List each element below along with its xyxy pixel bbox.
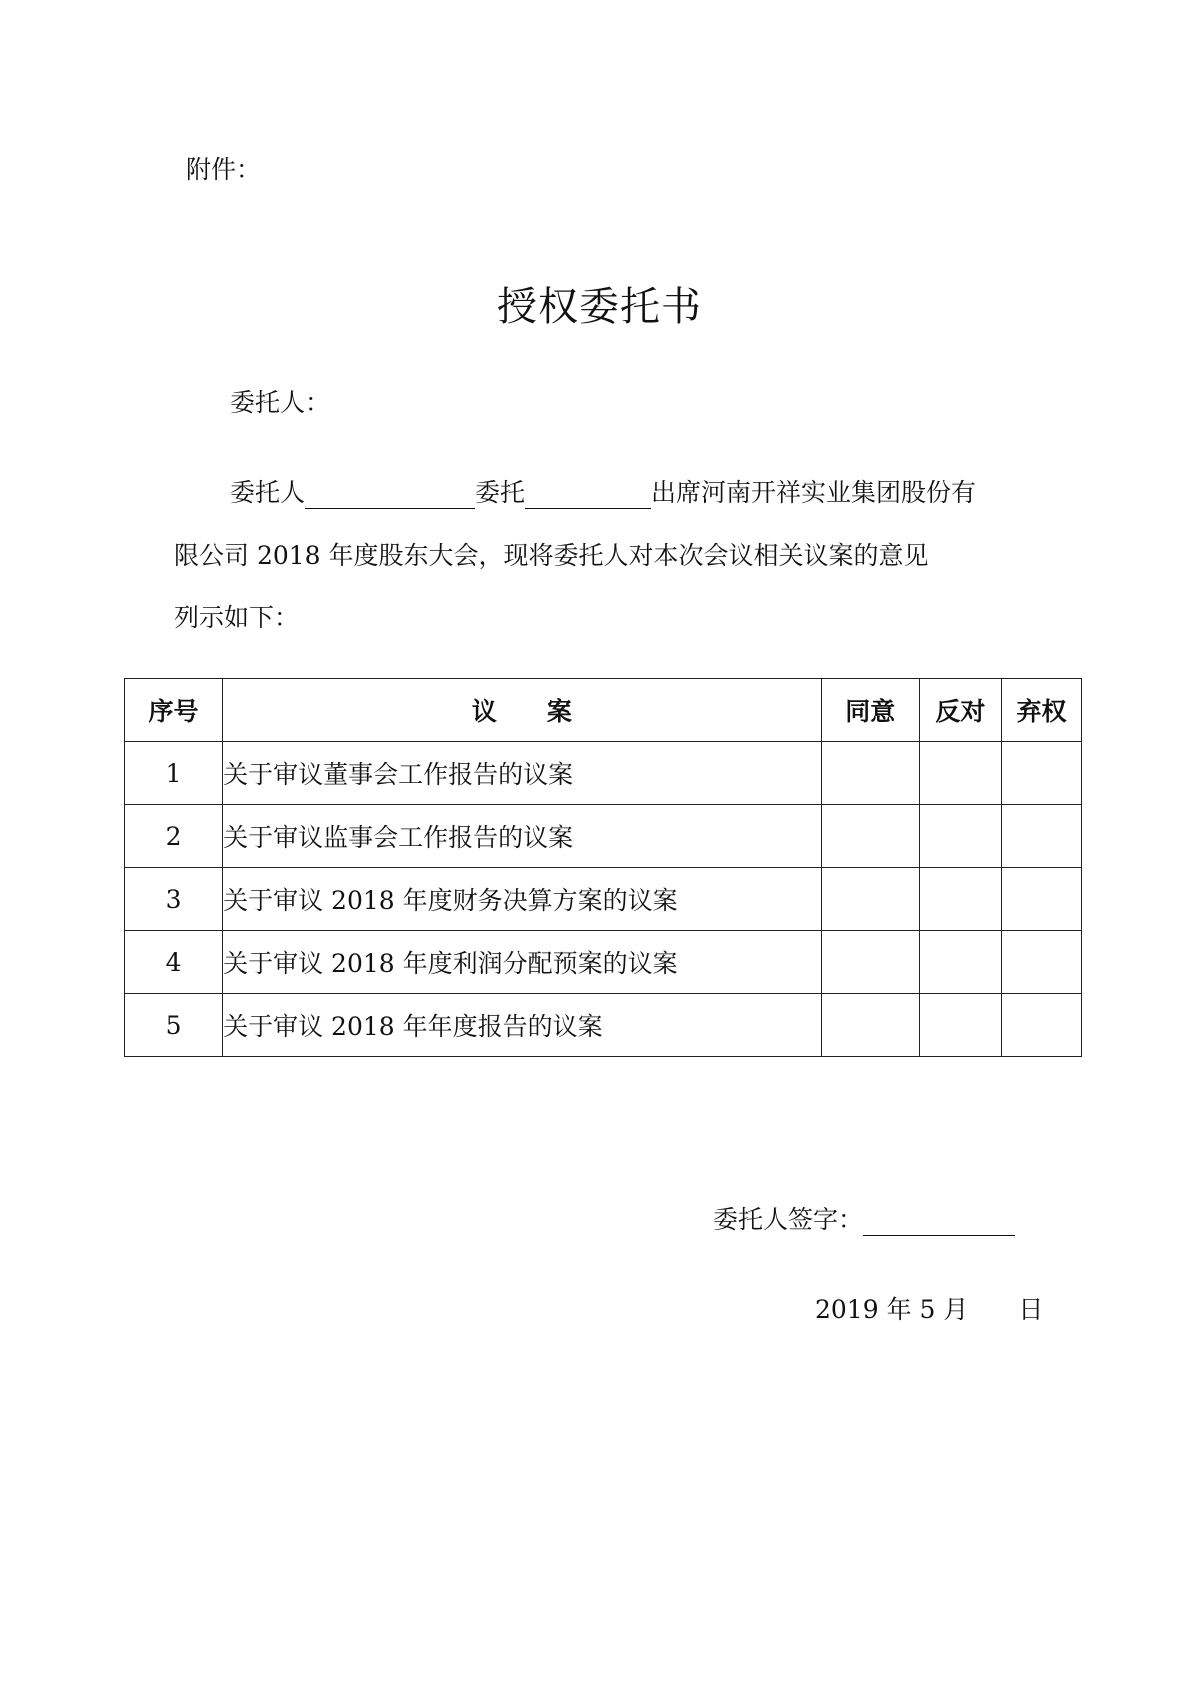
paragraph-line-1 [230, 473, 976, 509]
row-number: 5 [125, 994, 223, 1057]
row-number: 4 [125, 931, 223, 994]
agree-cell[interactable] [821, 742, 919, 805]
row-motion: 关于审议 2018 年度利润分配预案的议案 [223, 931, 822, 994]
header-number: 序号 [125, 679, 223, 742]
signature-blank[interactable] [863, 1209, 1015, 1236]
row-motion: 关于审议董事会工作报告的议案 [223, 742, 822, 805]
row-number: 2 [125, 805, 223, 868]
principal-label: 委托人： [230, 388, 331, 417]
oppose-cell[interactable] [919, 931, 1001, 994]
abstain-cell[interactable] [1001, 742, 1081, 805]
row-number: 3 [125, 868, 223, 931]
agree-cell[interactable] [821, 931, 919, 994]
oppose-cell[interactable] [919, 868, 1001, 931]
paragraph-line-1-rest: 出席河南开祥实业集团股份有 [651, 478, 977, 507]
document-title: 授权委托书 [497, 284, 702, 330]
table-row [125, 805, 1082, 868]
oppose-cell[interactable] [919, 805, 1001, 868]
header-motion: 议 案 [223, 679, 822, 742]
abstain-cell[interactable] [1001, 994, 1081, 1057]
paragraph-line-2: 限公司 2018 年度股东大会，现将委托人对本次会议相关议案的意见 [174, 541, 929, 570]
voting-table [124, 678, 1082, 1057]
proxy-name-blank[interactable] [525, 482, 651, 509]
row-motion: 关于审议监事会工作报告的议案 [223, 805, 822, 868]
table-header-row [125, 679, 1082, 742]
header-oppose: 反对 [919, 679, 1001, 742]
abstain-cell[interactable] [1001, 868, 1081, 931]
signature-line [713, 1200, 1015, 1236]
attachment-label: 附件： [186, 155, 262, 184]
paragraph-principal-word: 委托人 [230, 478, 306, 507]
row-motion: 关于审议 2018 年年度报告的议案 [223, 994, 822, 1057]
oppose-cell[interactable] [919, 994, 1001, 1057]
header-abstain: 弃权 [1001, 679, 1081, 742]
table-row [125, 931, 1082, 994]
signature-label: 委托人签字： [713, 1205, 864, 1234]
paragraph-line-3: 列示如下： [174, 603, 300, 632]
principal-name-blank[interactable] [305, 482, 475, 509]
oppose-cell[interactable] [919, 742, 1001, 805]
row-motion: 关于审议 2018 年度财务决算方案的议案 [223, 868, 822, 931]
paragraph-entrust-word: 委托 [475, 478, 526, 507]
table-row [125, 742, 1082, 805]
table-row [125, 868, 1082, 931]
abstain-cell[interactable] [1001, 931, 1081, 994]
row-number: 1 [125, 742, 223, 805]
agree-cell[interactable] [821, 868, 919, 931]
abstain-cell[interactable] [1001, 805, 1081, 868]
agree-cell[interactable] [821, 805, 919, 868]
table-row [125, 994, 1082, 1057]
date-line: 2019 年 5 月 日 [815, 1295, 1044, 1324]
header-agree: 同意 [821, 679, 919, 742]
agree-cell[interactable] [821, 994, 919, 1057]
